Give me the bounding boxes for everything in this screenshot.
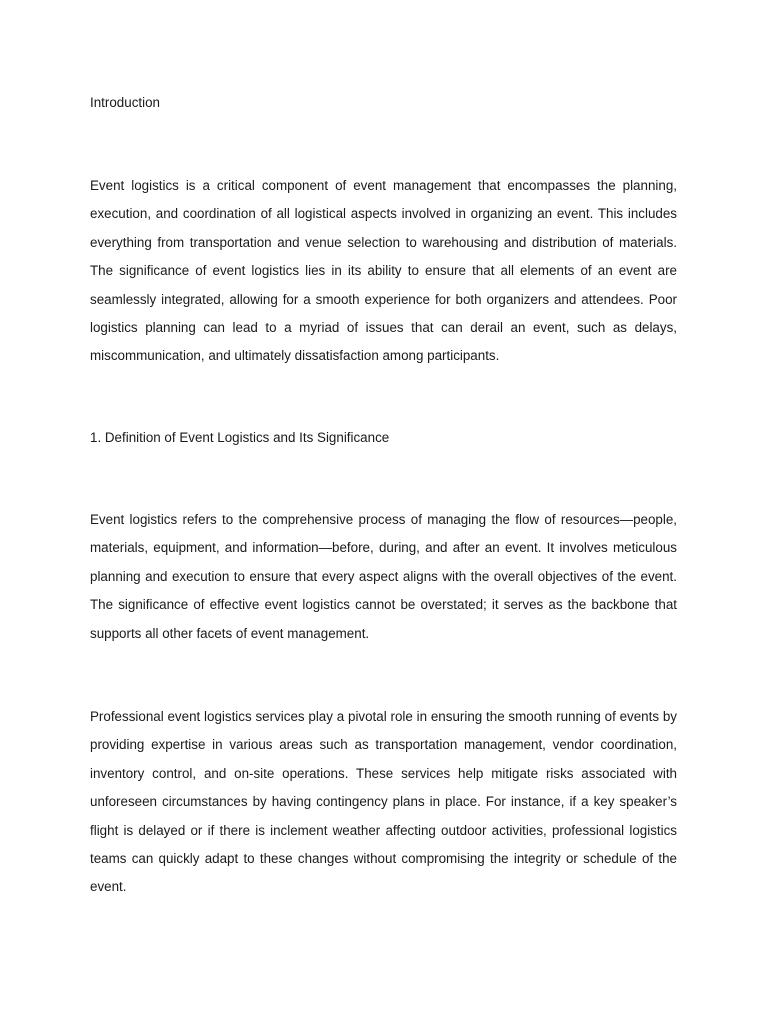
- section-paragraph-2: Professional event logistics services play a pivotal role in ensuring the smooth running of events by providing expertise in various areas such as transportation management, vendor coordination, inventory control, and on-site operations. These services help mitigate risks associated with unforeseen circumstances by having contingency plans in place. For instance, if a key speaker’s flight is delayed or if there is inclement weather affecting outdoor activities, professional logistics teams can quickly adapt to these changes without compromising the integrity or schedule of the event.: [90, 709, 677, 895]
- intro-heading: Introduction: [90, 95, 160, 110]
- intro-paragraph: Event logistics is a critical component of event management that encompasses the planning, execution, and coordination of all logistical aspects involved in organizing an event. This includes everything from transportation and venue selection to warehousing and distribution of materials. The significance of event logistics lies in its ability to ensure that all elements of an event are seamlessly integrated, allowing for a smooth experience for both organizers and attendees. Poor logistics planning can lead to a myriad of issues that can derail an event, such as delays, miscommunication, and ultimately dissatisfaction among participants.: [90, 178, 677, 364]
- section-heading: 1. Definition of Event Logistics and Its Significance: [90, 430, 390, 445]
- section-paragraph-1: Event logistics refers to the comprehensive process of managing the flow of resources—people, materials, equipment, and information—before, during, and after an event. It involves meticulous planning and execution to ensure that every aspect aligns with the overall objectives of the event. The significance of effective event logistics cannot be overstated; it serves as the backbone that supports all other facets of event management.: [90, 512, 677, 641]
